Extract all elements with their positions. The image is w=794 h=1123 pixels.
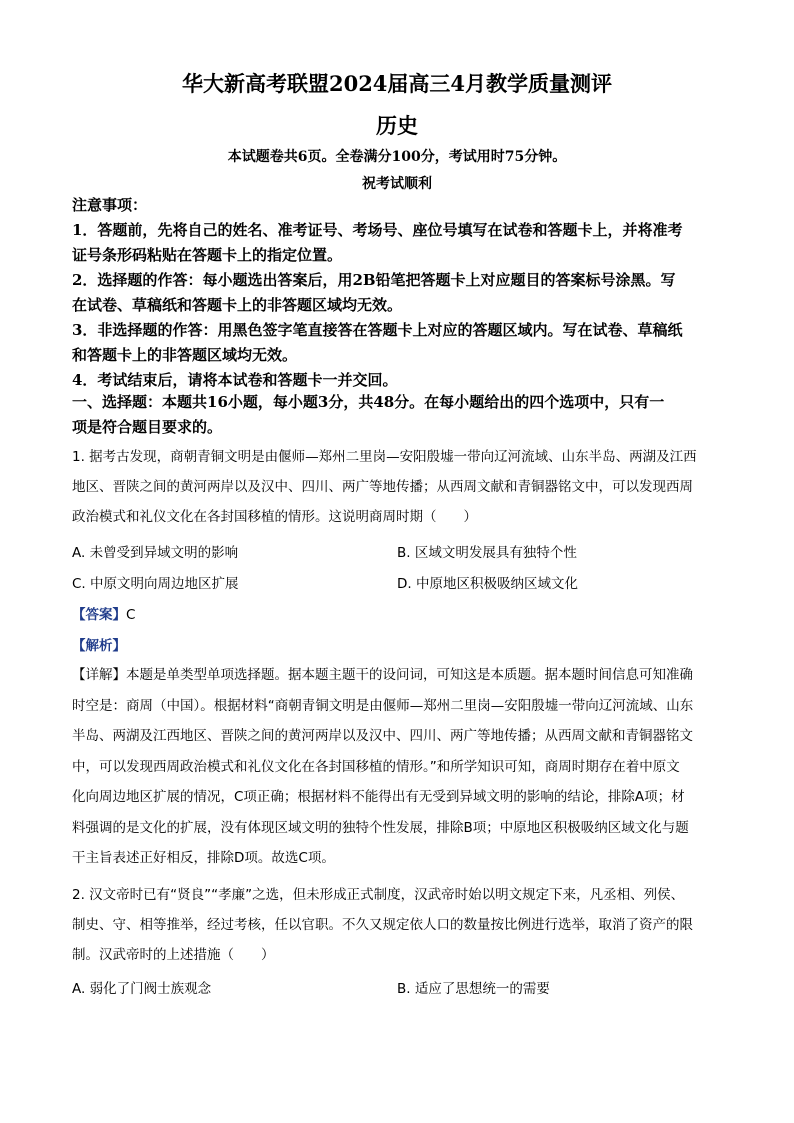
analysis-line: 料强调的是文化的扩展，没有体现区域文明的独特个性发展，排除B项；中原地区积极吸纳区域文化与题	[72, 819, 689, 836]
question-line: 制史、守、相等推举，经过考核，任以官职。不久又规定依人口的数量按比例进行选举，取消了资产的限	[72, 917, 693, 933]
analysis-body	[72, 660, 732, 874]
subject-title: 历史	[376, 113, 418, 138]
instruction-line: 2．选择题的作答：每小题选出答案后，用2B铅笔把答题卡上对应题目的答案标号涂黑。写	[72, 271, 676, 289]
exam-wish: 祝考试顺利	[362, 176, 432, 192]
instruction-line: 3．非选择题的作答：用黑色签字笔直接答在答题卡上对应的答题区域内。写在试卷、草稿纸	[72, 321, 683, 339]
analysis-line: 中，可以发现西周政治模式和礼仪文化在各封国移植的情形。”和所学知识可知，商周时期存在着中原文	[72, 758, 680, 775]
instruction-line: 和答题卡上的非答题区域均无效。	[72, 346, 298, 364]
instruction-line: 1．答题前，先将自己的姓名、准考证号、考场号、座位号填写在试卷和答题卡上，并将准考	[72, 221, 683, 239]
question-line: 1. 据考古发现，商朝青铜文明是由偃师—郑州二里岗—安阳殷墟一带向辽河流域、山东半岛、两湖及江西	[72, 449, 697, 465]
analysis-line: 干主旨表述正好相反，排除D项。故选C项。	[72, 850, 335, 866]
question-2-stem	[72, 880, 732, 970]
analysis-line: 【详解】本题是单类型单项选择题。据本题主题干的设问词，可知这是本质题。据本题时间信息可知准确	[72, 667, 693, 683]
answer-line	[72, 603, 135, 623]
analysis-heading	[72, 634, 126, 654]
answer-value: C	[126, 607, 136, 623]
instructions	[72, 193, 732, 393]
analysis-line: 时空是：商周（中国）。根据材料“商朝青铜文明是由偃师—郑州二里岗—安阳殷墟一带向辽河流域、山东	[72, 697, 694, 714]
instruction-line: 4．考试结束后，请将本试卷和答题卡一并交回。	[72, 371, 398, 389]
question-line: 政治模式和礼仪文化在各封国移植的情形。这说明商周时期（ ）	[72, 509, 477, 525]
question-1-stem	[72, 442, 732, 532]
analysis-label: 【解析】	[72, 638, 126, 654]
option-c[interactable]: C. 中原文明向周边地区扩展	[72, 576, 239, 592]
analysis-line: 化向周边地区扩展的情况，C项正确；根据材料不能得出有无受到异域文明的影响的结论，排除A项；材	[72, 789, 685, 805]
question-line: 2. 汉文帝时已有“贤良”“孝廉”之选，但未形成正式制度，汉武帝时始以明文规定下来，凡丞相、列侯、	[72, 887, 685, 903]
instruction-line: 在试卷、草稿纸和答题卡上的非答题区域均无效。	[72, 296, 403, 314]
option-a[interactable]: A. 未曾受到异域文明的影响	[72, 545, 239, 561]
section-heading-line: 项是符合题目要求的。	[72, 418, 223, 436]
question-line: 地区、晋陕之间的黄河两岸以及汉中、四川、两广等地传播；从西周文献和青铜器铭文中，可以发现西周	[72, 479, 693, 495]
section-heading	[72, 390, 732, 440]
instructions-heading: 注意事项：	[72, 196, 148, 214]
answer-label: 【答案】	[72, 607, 126, 623]
option-d[interactable]: D. 中原地区积极吸纳区域文化	[397, 576, 578, 592]
instruction-line: 证号条形码粘贴在答题卡上的指定位置。	[72, 246, 343, 264]
section-heading-line: 一、选择题：本题共16小题，每小题3分，共48分。在每小题给出的四个选项中，只有一	[72, 393, 665, 411]
option-a[interactable]: A. 弱化了门阀士族观念	[72, 981, 212, 997]
analysis-line: 半岛、两湖及江西地区、晋陕之间的黄河两岸以及汉中、四川、两广等地传播；从西周文献和青铜器铭文	[72, 728, 693, 744]
option-b[interactable]: B. 区域文明发展具有独特个性	[397, 545, 577, 561]
option-b[interactable]: B. 适应了思想统一的需要	[397, 981, 550, 997]
exam-title: 华大新高考联盟2024届高三4月教学质量测评	[181, 71, 613, 96]
question-line: 制。汉武帝时的上述措施（ ）	[72, 947, 275, 963]
exam-info: 本试题卷共6页。全卷满分100分，考试用时75分钟。	[227, 149, 567, 165]
